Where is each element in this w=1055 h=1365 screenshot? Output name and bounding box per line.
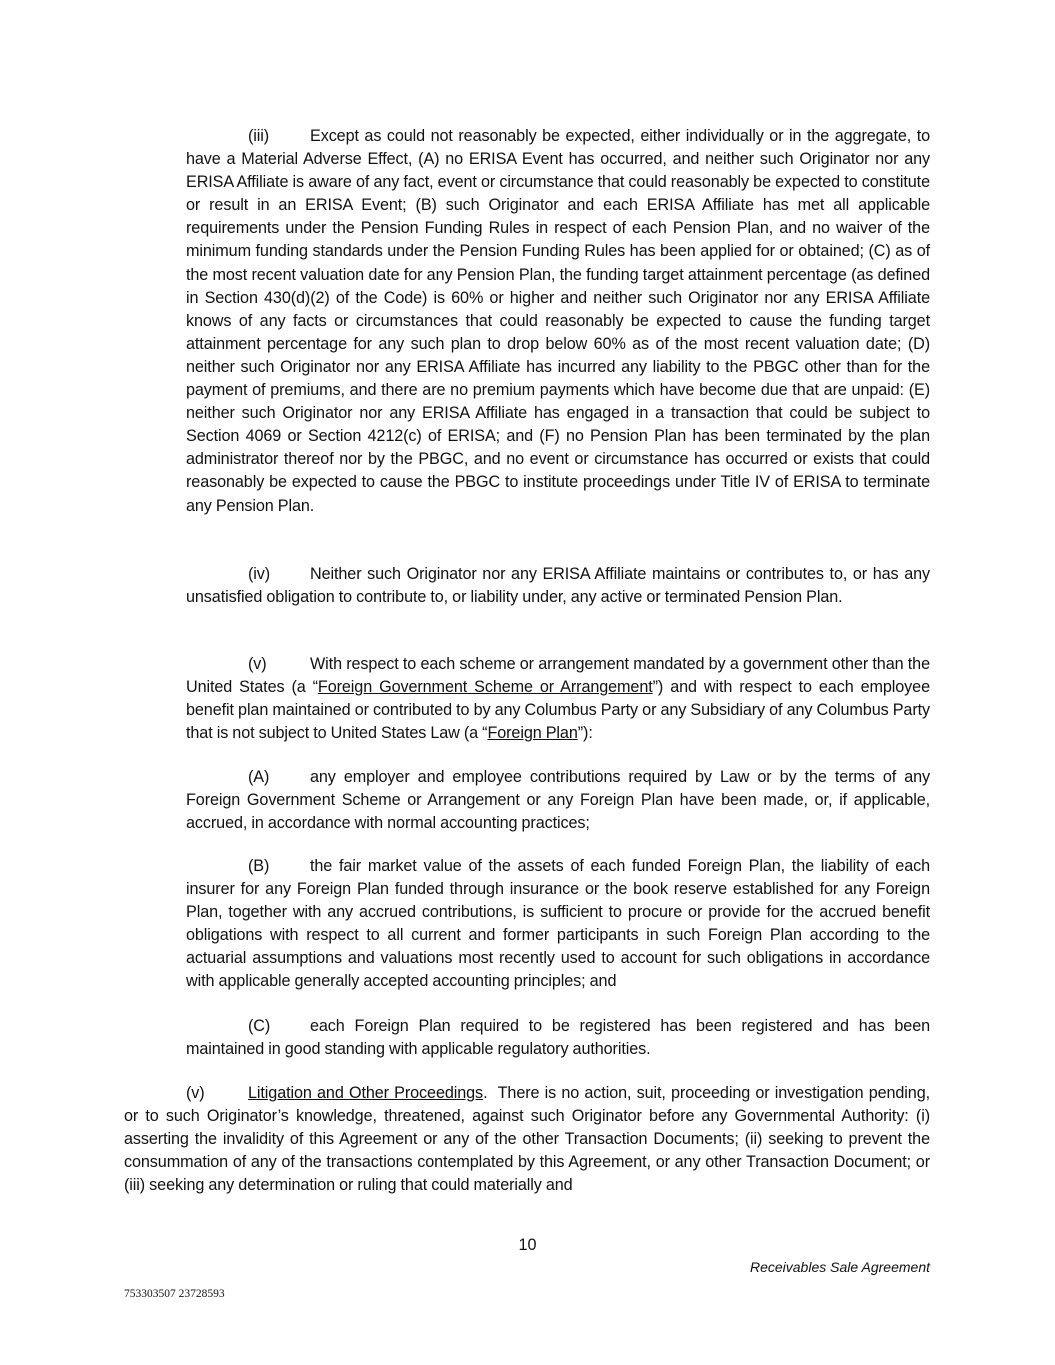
paragraph-label: (iv) <box>248 565 271 583</box>
footer-document-title: Receivables Sale Agreement <box>749 1259 930 1275</box>
defined-term-foreign-plan: Foreign Plan <box>487 724 578 743</box>
paragraph-text: each Foreign Plan required to be registered has been registered and has been maintained in good standing with applicable regulatory authorities. <box>186 1017 930 1059</box>
paragraph-text: ”) and with respect to each employee benefit plan maintained or contributed to by any Columbus Party or any Subsidiary of any Columbus Party that is not subject to United States Law (a “ <box>186 678 930 743</box>
paragraph-text: Neither such Originator nor any ERISA Affiliate maintains or contributes to, or has any unsatisfied obligation to contribute to, or liability under, any active or terminated Pension Plan. <box>186 565 930 607</box>
paragraph-iv <box>186 563 930 609</box>
paragraph-iii <box>186 125 930 518</box>
paragraph-label: (B) <box>248 857 270 875</box>
paragraph-text: With respect to each scheme or arrangement mandated by a government other than the United States (a “ <box>186 655 930 697</box>
paragraph-C <box>186 1015 930 1061</box>
paragraph-label: (v) <box>186 1084 205 1102</box>
paragraph-label: (C) <box>248 1017 271 1035</box>
section-heading: Litigation and Other Proceedings <box>248 1084 484 1102</box>
paragraph-text: the fair market value of the assets of each funded Foreign Plan, the liability of each insurer for any Foreign Plan funded through insurance or the book reserve established for any Foreign Plan, together with any accrued contributions, is sufficient to procure or provide for the accrued benefit obligations with respect to all current and former participants in such Foreign Plan according to the actuarial assumptions and valuations most recently used to account for such obligations in accordance with applicable generally accepted accounting principles; and <box>186 857 930 991</box>
paragraph-text: any employer and employee contributions required by Law or by the terms of any Foreign Government Scheme or Arrangement or any Foreign Plan have been made, or, if applicable, accrued, in accordance with normal accounting practices; <box>186 768 930 833</box>
paragraph-text: ”): <box>577 724 593 743</box>
page-number: 10 <box>518 1236 537 1254</box>
paragraph-A <box>186 766 930 835</box>
paragraph-litigation <box>124 1082 930 1197</box>
paragraph-text: Except as could not reasonably be expected, either individually or in the aggregate, to have a Material Adverse Effect, (A) no ERISA Event has occurred, and neither such Originator nor any ERISA Affiliate is aware of any fact, event or circumstance that could reasonably be expected to constitute or result in an ERISA Event; (B) such Originator and each ERISA Affiliate has met all applicable requirements under the Pension Funding Rules in respect of each Pension Plan, and no waiver of the minimum funding standards under the Pension Funding Rules has been applied for or obtained; (C) as of the most recent valuation date for any Pension Plan, the funding target attainment percentage (as defined in Section 430(d)(2) of the Code) is 60% or higher and neither such Originator nor any ERISA Affiliate knows of any facts or circumstances that could reasonably be expected to cause the funding target attainment percentage for any such plan to drop below 60% as of the most recent valuation date; (D) neither such Originator nor any ERISA Affiliate has incurred any liability to the PBGC other than for the payment of premiums, and there are no premium payments which have become due that are unpaid: (E) neither such Originator nor any ERISA Affiliate has engaged in a transaction that could be subject to Section 4069 or Section 4212(c) of ERISA; and (F) no Pension Plan has been terminated by the plan administrator thereof nor by the PBGC, and no event or circumstance has occurred or exists that could reasonably be expected to cause the PBGC to institute proceedings under Title IV of ERISA to terminate any Pension Plan. <box>186 127 930 515</box>
paragraph-label: (v) <box>248 655 267 673</box>
paragraph-B <box>186 855 930 994</box>
paragraph-label: (iii) <box>248 127 270 145</box>
document-id: 753303507 23728593 <box>124 1288 225 1300</box>
paragraph-text: There is no action, suit, proceeding or investigation pending, or to such Originator’s knowledge, threatened, against such Originator before any Governmental Authority: (i) asserting the invalidity of this Agreement or any of the other Transaction Documents; (ii) seeking to prevent the consummation of any of the transactions contemplated by this Agreement, or any other Transaction Document; or (iii) seeking any determination or ruling that could materially and <box>124 1084 931 1195</box>
defined-term-foreign-government-scheme: Foreign Government Scheme or Arrangement <box>317 678 653 697</box>
paragraph-v <box>186 653 930 745</box>
section-heading-suffix: . <box>483 1084 488 1102</box>
paragraph-label: (A) <box>248 768 270 786</box>
